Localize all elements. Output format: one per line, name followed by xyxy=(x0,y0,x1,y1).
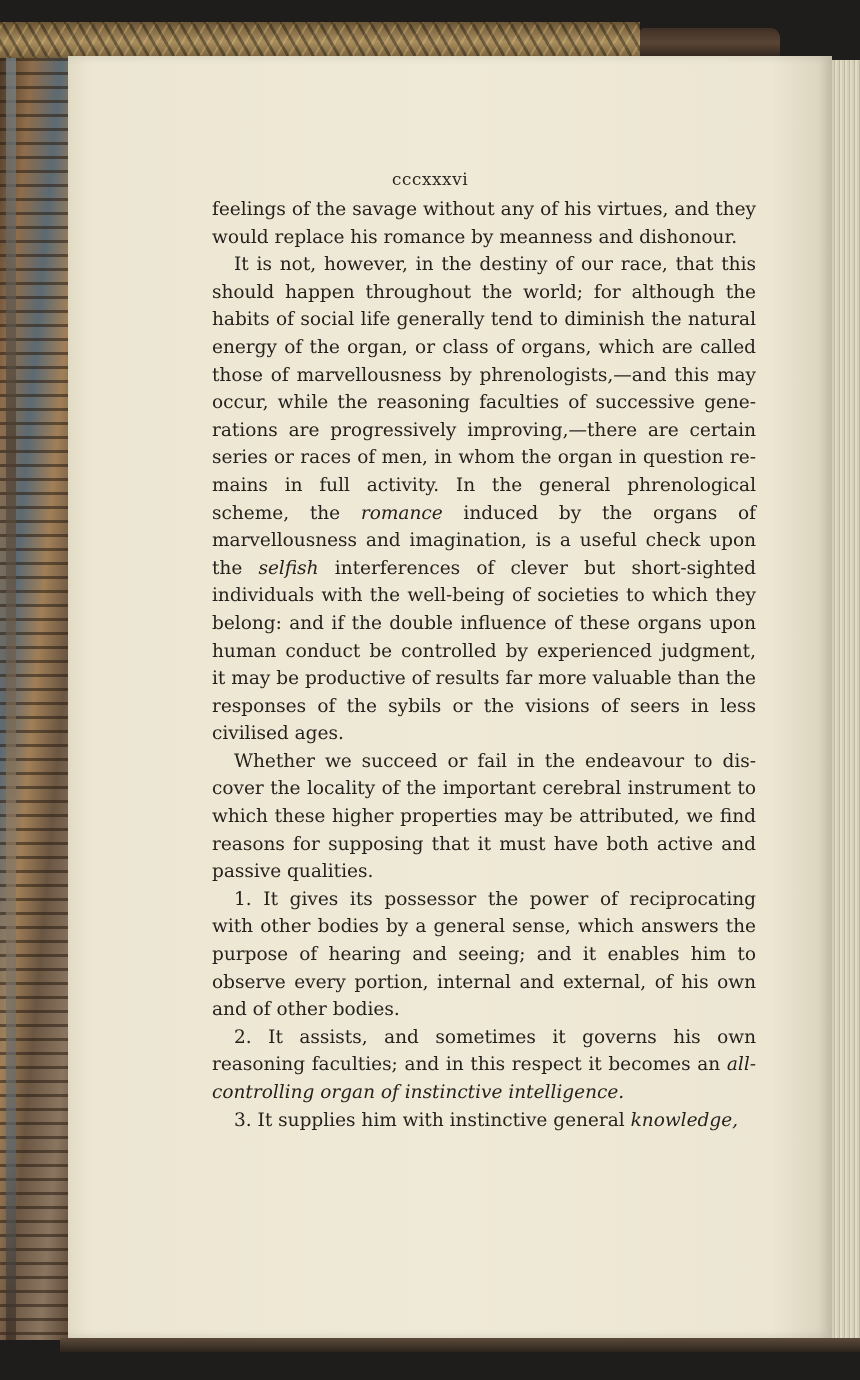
marbled-edge-streak xyxy=(6,58,16,1340)
paragraph xyxy=(212,1107,756,1135)
text-run: 1. It gives its possessor the power of reciprocating with other bodies by a general sense, which answers the purpose of hearing and seeing; and it enables him to observe every portion, internal and external, of his own and of other bodies. xyxy=(212,888,756,1021)
body-text xyxy=(212,196,756,1134)
text-run: It is not, however, in the destiny of our race, that this should happen throughout the world; for although the habits of social life generally tend to diminish the natural energy of the organ, or class of organs, which are called those of marvellousness by phrenologists,—and this may occur, while the reasoning faculties of successive generations are progressively improving,—there are certain series or races of men, in whom the organ in question remains in full activity. In the general phrenological scheme, the xyxy=(212,254,756,524)
paragraph xyxy=(212,748,756,886)
text-run: 2. It assists, and sometimes it governs his own reasoning faculties; and in this respect it becomes an xyxy=(212,1026,756,1076)
italic-text-run: all-controlling organ of instinctive intelligence. xyxy=(212,1054,756,1103)
page-number: cccxxxvi xyxy=(391,170,469,190)
italic-text-run: romance xyxy=(360,502,443,524)
text-run: Whether we succeed or fail in the endeavour to discover the locality of the important cerebral instrument to which these higher properties may be attributed, we find reasons for supposing that it must have both active and passive qualities. xyxy=(212,750,756,883)
text-run: interferences of clever but short-sighted individuals with the well-being of societies to which they belong: and if the double influence of these organs upon human conduct be controlled by experienced judgment, it may be productive of results far more valuable than the responses of the sybils or the visions of seers in less civilised ages. xyxy=(212,557,756,745)
binding-leather-edge xyxy=(640,28,780,58)
page-stack-edge xyxy=(832,60,860,1338)
binding-bottom-edge xyxy=(60,1338,860,1352)
text-run: induced by the organs of marvellousness and imagination, is a useful check upon the xyxy=(212,502,756,579)
italic-text-run: knowledge, xyxy=(630,1109,739,1131)
paragraph xyxy=(212,886,756,1024)
text-run: feelings of the savage without any of his virtues, and they would replace his romance by meanness and dishonour. xyxy=(212,199,756,248)
text-run: 3. It supplies him with instinctive general xyxy=(234,1109,631,1131)
paragraph xyxy=(212,1024,756,1107)
italic-text-run: selfish xyxy=(258,557,319,579)
paragraph xyxy=(212,196,756,251)
paragraph xyxy=(212,251,756,748)
